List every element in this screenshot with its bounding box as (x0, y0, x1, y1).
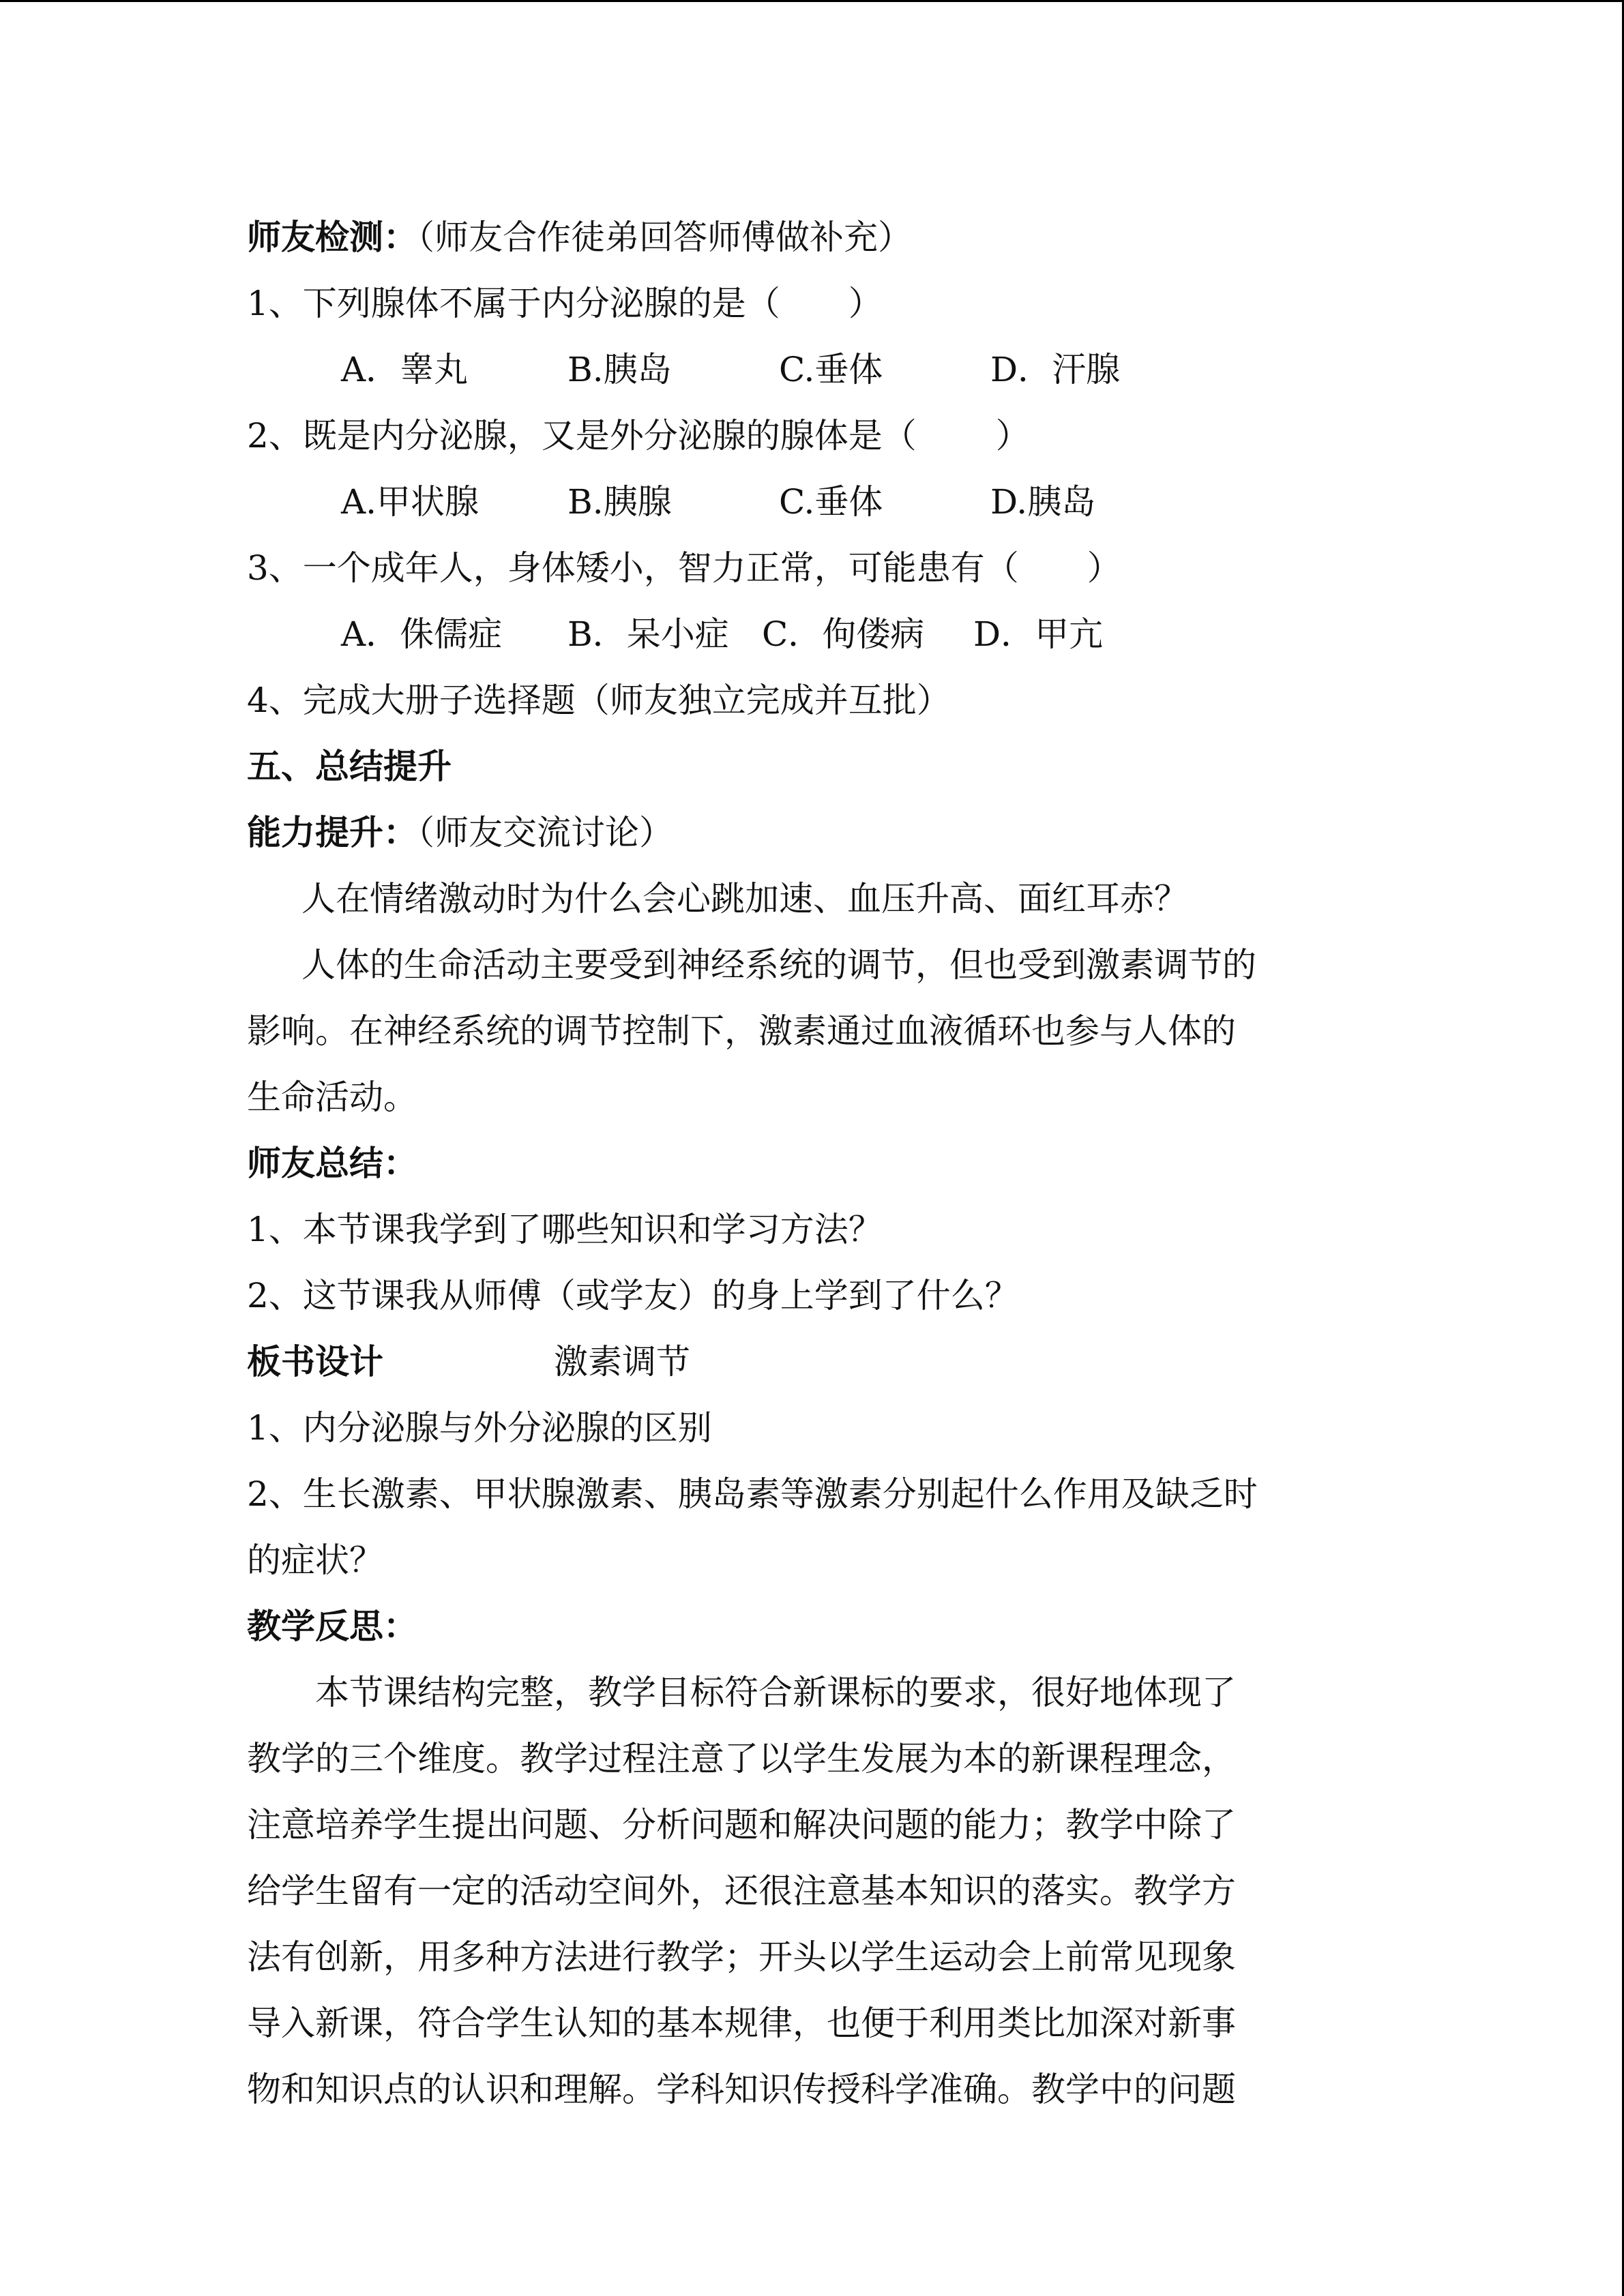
q1-option-a: A．睾丸 (341, 350, 469, 389)
q2-option-c: C.垂体 (779, 482, 883, 522)
ability-heading-line (247, 800, 1379, 866)
conclusion-heading: 师友总结： (247, 1144, 417, 1183)
ability-note: （师友交流讨论） (417, 813, 673, 852)
reflection-line: 注意培养学生提出问题、分析问题和解决问题的能力；教学中除了 (247, 1805, 1236, 1845)
discussion-answer-line: 人体的生命活动主要受到神经系统的调节，但也受到激素调节的 (301, 945, 1256, 985)
test-note: （师友合作徒弟回答师傅做补充） (417, 218, 912, 257)
q2-option-a: A.甲状腺 (341, 482, 479, 522)
q2-option-d: D.胰岛 (990, 482, 1096, 522)
test-heading-line (247, 205, 1379, 271)
q3-option-a: A．侏儒症 (341, 614, 503, 654)
discussion-answer-line: 影响。在神经系统的调节控制下，激素通过血液循环也参与人体的 (247, 1011, 1236, 1051)
question-1-options (247, 337, 1379, 403)
board-heading: 板书设计 (247, 1342, 383, 1382)
discussion-question: 人在情绪激动时为什么会心跳加速、血压升高、面红耳赤？ (301, 879, 1188, 919)
reflection-heading: 教学反思： (247, 1607, 417, 1646)
reflection-line: 给学生留有一定的活动空间外，还很注意基本知识的落实。教学方 (247, 1871, 1236, 1911)
q2-option-b: B.胰腺 (567, 482, 672, 522)
board-heading-line (247, 1329, 1379, 1395)
board-item: 1、内分泌腺与外分泌腺的区别 (247, 1408, 712, 1448)
ability-heading: 能力提升： (247, 813, 417, 852)
reflection-line: 法有创新，用多种方法进行教学；开头以学生运动会上前常见现象 (247, 1937, 1236, 1977)
q3-option-d: D．甲亢 (973, 614, 1104, 654)
discussion-answer-line: 生命活动。 (247, 1077, 417, 1117)
question-2: 2、既是内分泌腺，又是外分泌腺的腺体是（ ） (247, 416, 1030, 456)
question-3-options (247, 601, 1379, 668)
conclusion-item: 1、本节课我学到了哪些知识和学习方法？ (247, 1210, 883, 1249)
q3-option-b: B．呆小症 (567, 614, 729, 654)
test-heading: 师友检测： (247, 218, 417, 257)
q3-option-c: C．佝偻病 (762, 614, 925, 654)
question-3: 3、一个成年人，身体矮小，智力正常，可能患有（ ） (247, 548, 1121, 588)
reflection-line: 本节课结构完整，教学目标符合新课标的要求，很好地体现了 (315, 1673, 1236, 1712)
document-body (247, 205, 1379, 2123)
board-subject: 激素调节 (554, 1342, 690, 1382)
reflection-line: 导入新课，符合学生认知的基本规律，也便于利用类比加深对新事 (247, 2003, 1236, 2043)
question-4: 4、完成大册子选择题（师友独立完成并互批） (247, 681, 951, 720)
q1-option-d: D．汗腺 (990, 350, 1121, 389)
question-1: 1、下列腺体不属于内分泌腺的是（ ） (247, 284, 883, 323)
summary-heading: 五、总结提升 (247, 747, 452, 786)
q1-option-c: C.垂体 (779, 350, 883, 389)
question-2-options (247, 469, 1379, 535)
reflection-line: 教学的三个维度。教学过程注意了以学生发展为本的新课程理念， (247, 1739, 1236, 1778)
conclusion-item: 2、这节课我从师傅（或学友）的身上学到了什么？ (247, 1276, 1019, 1315)
q1-option-b: B.胰岛 (567, 350, 672, 389)
board-item: 的症状？ (247, 1540, 383, 1580)
board-item: 2、生长激素、甲状腺激素、胰岛素等激素分别起什么作用及缺乏时 (247, 1474, 1258, 1514)
reflection-line: 物和知识点的认识和理解。学科知识传授科学准确。教学中的问题 (247, 2070, 1236, 2109)
